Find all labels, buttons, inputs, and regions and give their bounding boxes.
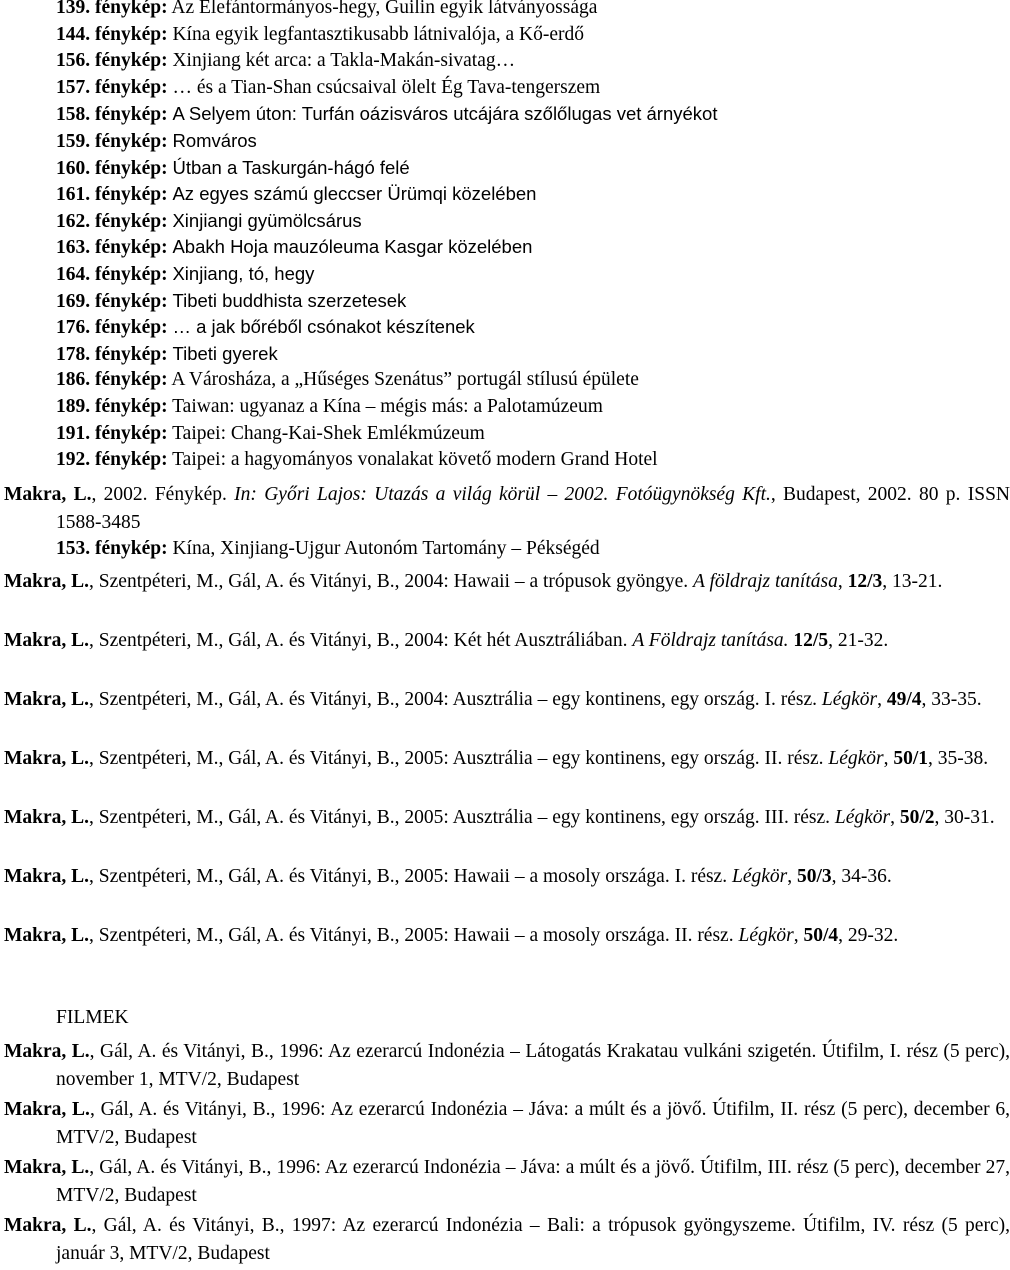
reference (4, 627, 1010, 655)
reference-photo-book (4, 481, 1010, 536)
photo-caption (56, 101, 956, 128)
ref-text: , Gál, A. és Vitányi, B., 1996: Az ezerarcú Indonézia – Jáva: a múlt és a jövő. Útifilm, II. rész (5 perc), december 6, MTV/2, Budapest (56, 1099, 1010, 1148)
photo-text: Taipei: Chang-Kai-Shek Emlékmúzeum (172, 422, 485, 444)
photo-caption (56, 128, 956, 155)
photo-number: 191. fénykép: (56, 422, 168, 444)
film-reference (4, 1212, 1010, 1267)
photo-text: Tibeti gyerek (172, 342, 278, 364)
reference (4, 686, 1010, 714)
photo-number: 192. fénykép: (56, 449, 168, 471)
photo-text: Az Elefántormányos-hegy, Guilin egyik látványossága (171, 0, 598, 18)
photo-text: Abakh Hoja mauzóleuma Kasgar közelében (172, 236, 533, 258)
ref-text: , Szentpéteri, M., Gál, A. és Vitányi, B., 2005: Hawaii – a mosoly országa. I. rész. (89, 866, 732, 887)
photo-number: 162. fénykép: (56, 210, 168, 232)
reference (4, 568, 1010, 596)
ref-sep: , (890, 807, 900, 828)
ref-author: Makra, L. (4, 748, 90, 769)
photo-number: 153. fénykép: (56, 538, 168, 559)
photo-caption (56, 394, 956, 421)
ref-text: , Szentpéteri, M., Gál, A. és Vitányi, B., 2004: Két hét Ausztráliában. (89, 630, 633, 651)
photo-number: 156. fénykép: (56, 50, 168, 72)
ref-text: , 2002. Fénykép. (91, 484, 235, 505)
photo-number: 139. fénykép: (56, 0, 168, 18)
photo-text: Útban a Taskurgán-hágó felé (172, 156, 410, 178)
ref-journal: Légkör (738, 925, 794, 946)
ref-pages: , 30-31. (934, 807, 995, 828)
photo-caption (56, 341, 956, 368)
photo-number: 164. fénykép: (56, 263, 168, 285)
photo-number: 163. fénykép: (56, 237, 168, 259)
photo-text: A Selyem úton: Turfán oázisváros utcájára szőlőlugas vet árnyékot (172, 103, 718, 125)
ref-pages: , 35-38. (928, 748, 989, 769)
ref-text: , Gál, A. és Vitányi, B., 1997: Az ezerarcú Indonézia – Bali: a trópusok gyöngyszeme. Útifilm, IV. rész (5 perc), január 3, MTV/2, Budapest (56, 1215, 1010, 1264)
photo-number: 159. fénykép: (56, 130, 168, 152)
photo-text: … és a Tian-Shan csúcsaival ölelt Ég Tava-tengerszem (172, 76, 601, 98)
photo-text: Kína, Xinjiang-Ujgur Autonóm Tartomány – Pékségéd (172, 538, 600, 559)
photo-caption (56, 447, 956, 474)
ref-author: Makra, L. (4, 484, 92, 505)
photo-caption (56, 288, 956, 315)
ref-text: , Gál, A. és Vitányi, B., 1996: Az ezerarcú Indonézia – Jáva: a múlt és a jövő. Útifilm, III. rész (5 perc), december 27, MTV/2, Budapest (56, 1157, 1010, 1206)
ref-text: , Szentpéteri, M., Gál, A. és Vitányi, B., 2005: Ausztrália – egy kontinens, egy ország. II. rész. (89, 748, 829, 769)
photo-number: 176. fénykép: (56, 317, 168, 339)
ref-pages: , 21-32. (828, 630, 889, 651)
photo-number: 144. fénykép: (56, 23, 168, 45)
photo-number: 157. fénykép: (56, 76, 168, 98)
ref-author: Makra, L. (4, 925, 90, 946)
photo-text: Romváros (172, 129, 257, 151)
ref-journal: Légkör (821, 689, 878, 710)
ref-sep: , (877, 689, 887, 710)
ref-text: , Szentpéteri, M., Gál, A. és Vitányi, B., 2004: Ausztrália – egy kontinens, egy ország. I. rész. (89, 689, 822, 710)
photo-number: 186. fénykép: (56, 369, 168, 391)
photo-text: Xinjiangi gyümölcsárus (172, 209, 362, 231)
photo-caption (56, 261, 956, 288)
ref-volume: 50/3 (796, 866, 832, 887)
ref-volume: 50/2 (899, 807, 935, 828)
photo-caption (56, 367, 956, 394)
ref-sep: , (787, 866, 797, 887)
photo-text: Az egyes számú gleccser Ürümqi közelében (172, 183, 537, 205)
photo-caption (56, 75, 956, 102)
ref-author: Makra, L. (4, 1041, 90, 1062)
photo-caption (56, 314, 956, 341)
ref-author: Makra, L. (4, 866, 90, 887)
photo-text: … a jak bőréből csónakot készítenek (172, 316, 475, 338)
ref-author: Makra, L. (4, 630, 90, 651)
photo-text: Kína egyik legfantasztikusabb látnivalója, a Kő-erdő (172, 23, 584, 45)
photo-number: 178. fénykép: (56, 343, 168, 365)
photo-caption (56, 22, 956, 49)
photo-number: 189. fénykép: (56, 395, 168, 417)
ref-journal: A földrajz tanítása (693, 571, 838, 592)
ref-volume: 12/5 (793, 630, 829, 651)
ref-text: , Szentpéteri, M., Gál, A. és Vitányi, B., 2005: Hawaii – a mosoly országa. II. rész. (89, 925, 739, 946)
reference (4, 922, 1010, 950)
photo-caption (56, 48, 956, 75)
photo-caption (56, 208, 956, 235)
ref-journal: Légkör (731, 866, 788, 887)
film-reference (4, 1096, 1010, 1151)
ref-journal: Légkör (834, 807, 891, 828)
ref-pages: , 13-21. (882, 571, 943, 592)
ref-pages: , 33-35. (921, 689, 982, 710)
ref-author: Makra, L. (4, 571, 90, 592)
ref-volume: 50/4 (803, 925, 839, 946)
film-reference (4, 1038, 1010, 1093)
ref-pages: , 29-32. (838, 925, 899, 946)
ref-volume: 12/3 (847, 571, 883, 592)
section-heading-films: FILMEK (56, 1007, 129, 1028)
ref-author: Makra, L. (4, 1099, 90, 1120)
photo-caption (56, 155, 956, 182)
ref-text: , Szentpéteri, M., Gál, A. és Vitányi, B., 2004: Hawaii – a trópusok gyöngye. (89, 571, 694, 592)
photo-text: A Városháza, a „Hűséges Szenátus” portugál stílusú épülete (171, 369, 639, 391)
reference (4, 863, 1010, 891)
ref-journal: A Földrajz tanítása. (632, 630, 789, 651)
ref-text: , Szentpéteri, M., Gál, A. és Vitányi, B., 2005: Ausztrália – egy kontinens, egy ország. III. rész. (89, 807, 835, 828)
ref-volume: 50/1 (893, 748, 929, 769)
photo-number: 169. fénykép: (56, 290, 168, 312)
photo-number: 158. fénykép: (56, 104, 168, 126)
ref-source: In: Győri Lajos: Utazás a világ körül – 2002. Fotóügynökség Kft. (234, 484, 771, 505)
photo-caption-list (56, 0, 956, 474)
photo-number: 160. fénykép: (56, 157, 168, 179)
photo-caption (56, 234, 956, 261)
ref-volume: 49/4 (886, 689, 922, 710)
photo-text: Taipei: a hagyományos vonalakat követő modern Grand Hotel (172, 449, 658, 471)
photo-text: Taiwan: ugyanaz a Kína – mégis más: a Palotamúzeum (172, 395, 603, 417)
reference (4, 745, 1010, 773)
ref-text: , Budapest, 2002. 80 p. ISSN 1588-3485 (56, 484, 1010, 533)
photo-caption (56, 181, 956, 208)
photo-caption (56, 0, 956, 22)
photo-text: Xinjiang két arca: a Takla-Makán-sivatag… (172, 50, 516, 72)
reference (4, 804, 1010, 832)
ref-author: Makra, L. (4, 689, 90, 710)
photo-text: Tibeti buddhista szerzetesek (172, 289, 407, 311)
ref-author: Makra, L. (4, 807, 90, 828)
film-reference (4, 1154, 1010, 1209)
ref-pages: , 34-36. (831, 866, 892, 887)
ref-sep: , (793, 925, 804, 946)
photo-caption (56, 421, 956, 448)
photo-caption (56, 536, 600, 563)
ref-journal: Légkör (828, 748, 884, 769)
ref-text: , Gál, A. és Vitányi, B., 1996: Az ezerarcú Indonézia – Látogatás Krakatau vulkáni szigetén. Útifilm, I. rész (5 perc), november 1, MTV/2, Budapest (56, 1041, 1010, 1090)
ref-sep: , (883, 748, 894, 769)
ref-sep: , (837, 571, 848, 592)
ref-author: Makra, L. (4, 1215, 92, 1236)
photo-text: Xinjiang, tó, hegy (172, 262, 315, 284)
ref-author: Makra, L. (4, 1157, 90, 1178)
photo-number: 161. fénykép: (56, 184, 168, 206)
